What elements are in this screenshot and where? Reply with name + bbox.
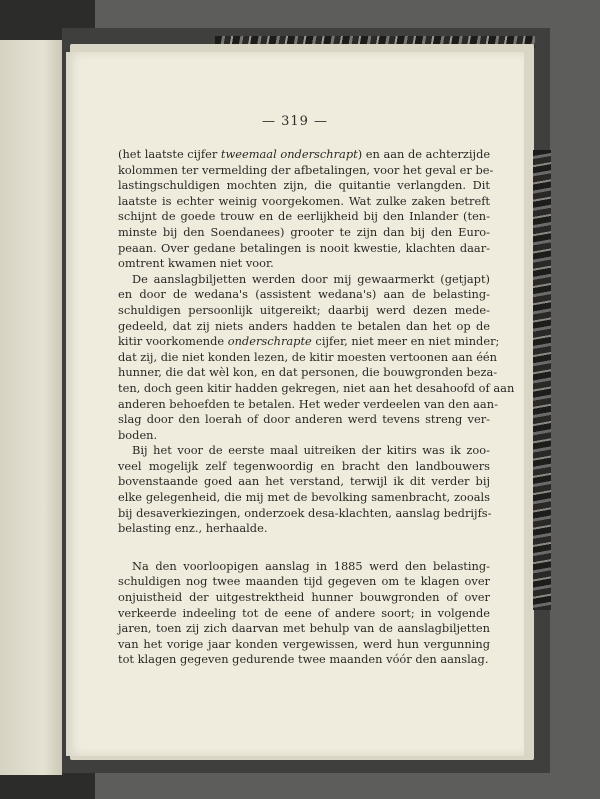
text-line: verkeerde indeeling tot de eene of andere soort; in volgende [118, 605, 490, 620]
text-line: anderen behoefden te betalen. Het weder verdeelen van den aan- [118, 396, 498, 411]
text-line: jaren, toen zij zich daarvan met behulp van de aanslagbiljetten [118, 621, 490, 636]
text-line: boden. [118, 427, 158, 442]
emphasis-text: onderschrapte [227, 334, 312, 349]
page-number: — 319 — [261, 114, 329, 129]
text-line: bovenstaande goed aan het verstand, terwijl ik dit verder bij [118, 474, 490, 489]
text-line: dat zij, die niet konden lezen, de kitir moesten vertoonen aan één [118, 349, 498, 364]
facing-page-edge [0, 40, 62, 775]
text-line: van het vorige jaar konden vergewissen, werd hun vergunning [118, 636, 490, 651]
text-line: gedeeld, dat zij niets anders hadden te betalen dan het op de [118, 318, 490, 333]
page-text [118, 147, 515, 668]
paragraph-2 [118, 271, 515, 444]
paragraph-4 [118, 559, 490, 668]
text-line: Bij het voor de eerste maal uitreiken der kitirs was ik zoo- [132, 443, 490, 458]
text-line: ten, doch geen kitir hadden gekregen, niet aan het desahoofd of aan [118, 380, 515, 395]
text-line: schijnt de goede trouw en de eerlijkheid bij den Inlander (ten- [118, 209, 490, 224]
section-gap [118, 537, 490, 559]
text-line: hunner, die dat wèl kon, en dat personen, die bouwgronden beza- [118, 365, 498, 380]
marbled-page-edge-side [533, 150, 551, 610]
text-line: Na den voorloopigen aanslag in 1885 werd den belasting- [132, 558, 490, 573]
text-line: lastingschuldigen mochten zijn, die quitantie verlangden. Dit [118, 178, 490, 193]
emphasis-text: tweemaal onderschrapt [220, 147, 358, 161]
text-line: schuldigen persoonlijk uitgereikt; daarbij werd dezen mede- [118, 302, 490, 317]
text-line: belasting enz., herhaalde. [118, 521, 268, 536]
text-line: De aanslagbiljetten werden door mij gewaarmerkt (getjapt) [132, 271, 490, 286]
text-line: schuldigen nog twee maanden tijd gegeven om te klagen over [118, 574, 490, 589]
text-line: laatste is echter weinig voorgekomen. Wat zulke zaken betreft [118, 193, 490, 208]
text-line: kolommen ter vermelding der afbetalingen, voor het geval er be- [118, 162, 494, 177]
paragraph-1 [118, 147, 494, 272]
text-line: tot klagen gegeven gedurende twee maanden vóór den aanslag. [118, 652, 489, 667]
text-line: en door de wedana's (assistent wedana's) aan de belasting- [118, 287, 490, 302]
book-page [66, 52, 524, 756]
text-line: veel mogelijk zelf tegenwoordig en bracht den landbouwers [118, 458, 490, 473]
text-line: (het laatste cijfer tweemaal onderschrapt) en aan de achterzijde [118, 147, 491, 161]
text-line: kitir voorkomende onderschrapte cijfer, niet meer en niet minder; [118, 334, 500, 349]
text-line: onjuistheid der uitgestrektheid hunner bouwgronden of over [118, 590, 490, 605]
paragraph-3 [118, 443, 490, 537]
text-line: peaan. Over gedane betalingen is nooit kwestie, klachten daar- [118, 240, 490, 255]
text-line: minste bij den Soendanees) grooter te zijn dan bij den Euro- [118, 224, 490, 239]
text-line: omtrent kwamen niet voor. [118, 256, 274, 271]
text-line: slag door den loerah of door anderen werd tevens streng ver- [118, 412, 490, 427]
text-line: elke gelegenheid, die mij met de bevolking samenbracht, zooals [118, 490, 490, 505]
text-line: bij desaverkiezingen, onderzoek desa-klachten, aanslag bedrijfs- [118, 505, 492, 520]
